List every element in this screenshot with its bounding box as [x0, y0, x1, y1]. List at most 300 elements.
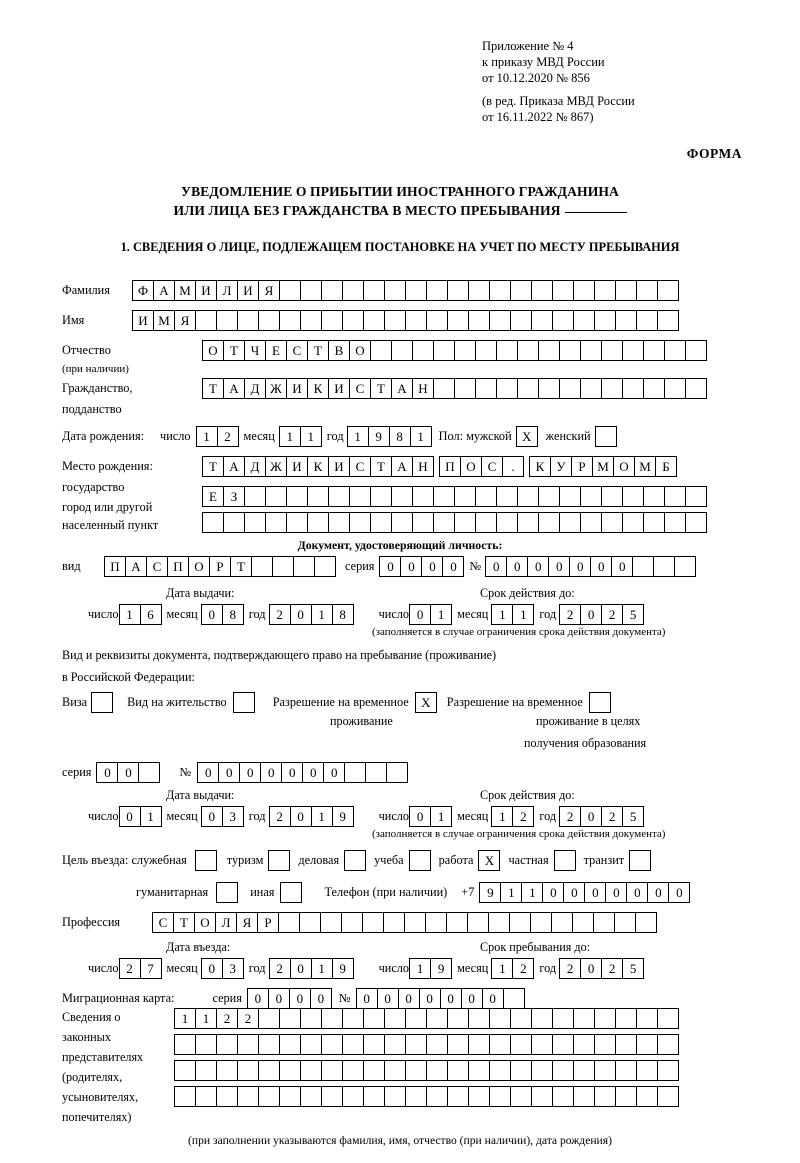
char-cell[interactable]: 0 [247, 988, 269, 1009]
char-cell[interactable] [426, 1034, 448, 1055]
char-cell[interactable] [657, 1034, 679, 1055]
char-cell[interactable]: 8 [222, 604, 244, 625]
char-cell[interactable]: 0 [239, 762, 261, 783]
char-cell[interactable] [594, 1034, 616, 1055]
char-cell[interactable]: О [202, 340, 224, 361]
char-cell[interactable] [685, 378, 707, 399]
char-cell[interactable] [489, 1008, 511, 1029]
valid-day-input[interactable] [409, 604, 451, 625]
birthplace-input-row3[interactable] [202, 512, 706, 533]
char-cell[interactable]: 1 [140, 806, 162, 827]
char-cell[interactable]: 0 [117, 762, 139, 783]
doc-series-input[interactable] [379, 556, 463, 577]
char-cell[interactable] [195, 1060, 217, 1081]
char-cell[interactable] [489, 1034, 511, 1055]
char-cell[interactable]: 9 [368, 426, 390, 447]
char-cell[interactable] [664, 486, 686, 507]
char-cell[interactable] [468, 280, 490, 301]
char-cell[interactable] [496, 486, 518, 507]
char-cell[interactable] [404, 912, 426, 933]
char-cell[interactable]: 0 [201, 806, 223, 827]
permit-valid-year-input[interactable] [559, 806, 643, 827]
char-cell[interactable]: И [328, 456, 350, 477]
char-cell[interactable] [496, 378, 518, 399]
char-cell[interactable] [216, 310, 238, 331]
char-cell[interactable] [615, 1008, 637, 1029]
citizenship-input[interactable] [202, 378, 706, 399]
char-cell[interactable] [653, 556, 675, 577]
char-cell[interactable] [251, 556, 273, 577]
char-cell[interactable] [510, 310, 532, 331]
char-cell[interactable]: Т [370, 456, 392, 477]
char-cell[interactable]: Т [230, 556, 252, 577]
char-cell[interactable] [580, 486, 602, 507]
char-cell[interactable] [426, 1086, 448, 1107]
char-cell[interactable] [237, 1034, 259, 1055]
char-cell[interactable]: П [439, 456, 461, 477]
char-cell[interactable] [657, 1060, 679, 1081]
char-cell[interactable] [622, 340, 644, 361]
char-cell[interactable]: 0 [289, 988, 311, 1009]
birth-day-input[interactable] [196, 426, 238, 447]
char-cell[interactable]: 0 [377, 988, 399, 1009]
char-cell[interactable]: И [328, 378, 350, 399]
char-cell[interactable]: 8 [389, 426, 411, 447]
char-cell[interactable]: 0 [584, 882, 606, 903]
char-cell[interactable]: И [132, 310, 154, 331]
char-cell[interactable] [279, 280, 301, 301]
char-cell[interactable] [349, 486, 371, 507]
char-cell[interactable] [615, 1060, 637, 1081]
char-cell[interactable]: О [188, 556, 210, 577]
char-cell[interactable]: О [460, 456, 482, 477]
char-cell[interactable] [321, 280, 343, 301]
char-cell[interactable]: 0 [290, 604, 312, 625]
char-cell[interactable] [517, 340, 539, 361]
char-cell[interactable] [365, 762, 387, 783]
char-cell[interactable] [614, 912, 636, 933]
entry-day-input[interactable] [119, 958, 161, 979]
permit-valid-day-input[interactable] [409, 806, 451, 827]
char-cell[interactable]: 0 [569, 556, 591, 577]
char-cell[interactable]: Р [571, 456, 593, 477]
char-cell[interactable] [657, 310, 679, 331]
residence-permit-checkbox[interactable] [233, 692, 255, 713]
char-cell[interactable] [538, 340, 560, 361]
name-input[interactable] [132, 310, 678, 331]
char-cell[interactable] [370, 512, 392, 533]
char-cell[interactable]: 0 [626, 882, 648, 903]
char-cell[interactable] [258, 1060, 280, 1081]
purpose-transit-checkbox[interactable] [629, 850, 651, 871]
char-cell[interactable]: О [194, 912, 216, 933]
char-cell[interactable]: 0 [668, 882, 690, 903]
char-cell[interactable]: А [391, 456, 413, 477]
char-cell[interactable]: 0 [580, 806, 602, 827]
char-cell[interactable] [265, 486, 287, 507]
char-cell[interactable] [265, 512, 287, 533]
char-cell[interactable] [594, 280, 616, 301]
char-cell[interactable]: 1 [521, 882, 543, 903]
char-cell[interactable] [447, 1086, 469, 1107]
legal-rep-input-row3[interactable] [174, 1060, 678, 1081]
char-cell[interactable] [468, 1086, 490, 1107]
char-cell[interactable] [573, 1060, 595, 1081]
char-cell[interactable]: К [307, 378, 329, 399]
char-cell[interactable] [488, 912, 510, 933]
char-cell[interactable] [468, 1034, 490, 1055]
char-cell[interactable] [344, 762, 366, 783]
char-cell[interactable] [615, 1086, 637, 1107]
char-cell[interactable] [307, 512, 329, 533]
char-cell[interactable]: Б [655, 456, 677, 477]
char-cell[interactable] [593, 912, 615, 933]
char-cell[interactable]: С [146, 556, 168, 577]
char-cell[interactable]: Ж [265, 378, 287, 399]
char-cell[interactable]: 2 [269, 604, 291, 625]
char-cell[interactable] [216, 1086, 238, 1107]
char-cell[interactable] [286, 486, 308, 507]
legal-rep-input-row1[interactable] [174, 1008, 678, 1029]
char-cell[interactable]: 0 [485, 556, 507, 577]
char-cell[interactable] [425, 912, 447, 933]
char-cell[interactable] [405, 1034, 427, 1055]
char-cell[interactable] [363, 310, 385, 331]
char-cell[interactable]: 9 [479, 882, 501, 903]
char-cell[interactable] [426, 1008, 448, 1029]
char-cell[interactable]: 1 [409, 958, 431, 979]
char-cell[interactable]: 8 [332, 604, 354, 625]
char-cell[interactable] [552, 310, 574, 331]
char-cell[interactable]: П [167, 556, 189, 577]
char-cell[interactable] [635, 912, 657, 933]
issue-year-input[interactable] [269, 604, 353, 625]
visa-checkbox[interactable] [91, 692, 113, 713]
char-cell[interactable]: М [153, 310, 175, 331]
char-cell[interactable]: 2 [601, 806, 623, 827]
permit-number-input[interactable] [197, 762, 407, 783]
char-cell[interactable]: 0 [461, 988, 483, 1009]
char-cell[interactable] [426, 310, 448, 331]
char-cell[interactable] [622, 512, 644, 533]
char-cell[interactable] [405, 1086, 427, 1107]
char-cell[interactable]: 2 [269, 806, 291, 827]
char-cell[interactable] [573, 1034, 595, 1055]
char-cell[interactable] [615, 1034, 637, 1055]
char-cell[interactable]: С [349, 378, 371, 399]
char-cell[interactable]: И [237, 280, 259, 301]
permit-issue-day-input[interactable] [119, 806, 161, 827]
char-cell[interactable] [446, 912, 468, 933]
char-cell[interactable]: 0 [590, 556, 612, 577]
char-cell[interactable] [594, 310, 616, 331]
char-cell[interactable] [195, 1086, 217, 1107]
char-cell[interactable] [559, 486, 581, 507]
char-cell[interactable] [475, 486, 497, 507]
char-cell[interactable] [314, 556, 336, 577]
char-cell[interactable] [489, 310, 511, 331]
char-cell[interactable] [433, 340, 455, 361]
char-cell[interactable] [384, 310, 406, 331]
char-cell[interactable]: 0 [409, 604, 431, 625]
valid-year-input[interactable] [559, 604, 643, 625]
char-cell[interactable] [342, 1008, 364, 1029]
char-cell[interactable] [517, 512, 539, 533]
char-cell[interactable]: А [125, 556, 147, 577]
char-cell[interactable] [258, 1034, 280, 1055]
char-cell[interactable]: 0 [96, 762, 118, 783]
char-cell[interactable] [300, 310, 322, 331]
char-cell[interactable]: 0 [281, 762, 303, 783]
char-cell[interactable]: Д [244, 456, 266, 477]
char-cell[interactable] [279, 1060, 301, 1081]
char-cell[interactable] [657, 1008, 679, 1029]
char-cell[interactable] [447, 310, 469, 331]
char-cell[interactable] [643, 512, 665, 533]
purpose-business-checkbox[interactable] [344, 850, 366, 871]
char-cell[interactable] [299, 912, 321, 933]
char-cell[interactable]: 2 [216, 1008, 238, 1029]
purpose-other-checkbox[interactable] [280, 882, 302, 903]
char-cell[interactable]: Я [258, 280, 280, 301]
char-cell[interactable]: 0 [580, 604, 602, 625]
char-cell[interactable] [405, 1008, 427, 1029]
char-cell[interactable]: 0 [356, 988, 378, 1009]
char-cell[interactable]: Т [223, 340, 245, 361]
char-cell[interactable] [622, 378, 644, 399]
char-cell[interactable] [531, 1060, 553, 1081]
char-cell[interactable] [489, 280, 511, 301]
permit-issue-year-input[interactable] [269, 806, 353, 827]
char-cell[interactable] [342, 1034, 364, 1055]
char-cell[interactable] [685, 486, 707, 507]
char-cell[interactable]: 0 [290, 806, 312, 827]
char-cell[interactable] [244, 486, 266, 507]
char-cell[interactable]: 3 [222, 806, 244, 827]
char-cell[interactable] [433, 378, 455, 399]
char-cell[interactable] [517, 486, 539, 507]
char-cell[interactable]: 9 [332, 958, 354, 979]
char-cell[interactable]: 6 [140, 604, 162, 625]
char-cell[interactable] [636, 1060, 658, 1081]
char-cell[interactable] [279, 310, 301, 331]
char-cell[interactable] [467, 912, 489, 933]
stay-month-input[interactable] [491, 958, 533, 979]
char-cell[interactable]: 0 [482, 988, 504, 1009]
char-cell[interactable] [531, 1008, 553, 1029]
char-cell[interactable]: У [550, 456, 572, 477]
char-cell[interactable] [341, 912, 363, 933]
char-cell[interactable] [538, 512, 560, 533]
char-cell[interactable] [636, 1008, 658, 1029]
char-cell[interactable] [237, 1060, 259, 1081]
char-cell[interactable]: 0 [580, 958, 602, 979]
char-cell[interactable]: 1 [311, 604, 333, 625]
char-cell[interactable] [138, 762, 160, 783]
char-cell[interactable]: 0 [379, 556, 401, 577]
char-cell[interactable] [636, 1034, 658, 1055]
char-cell[interactable] [531, 280, 553, 301]
char-cell[interactable] [300, 1034, 322, 1055]
char-cell[interactable] [195, 310, 217, 331]
char-cell[interactable]: М [174, 280, 196, 301]
char-cell[interactable] [447, 1060, 469, 1081]
char-cell[interactable] [530, 912, 552, 933]
phone-input[interactable] [479, 882, 689, 903]
char-cell[interactable] [202, 512, 224, 533]
patronymic-input[interactable] [202, 340, 706, 361]
char-cell[interactable] [552, 1034, 574, 1055]
char-cell[interactable]: . [502, 456, 524, 477]
char-cell[interactable]: 0 [302, 762, 324, 783]
char-cell[interactable]: 0 [409, 806, 431, 827]
char-cell[interactable]: А [391, 378, 413, 399]
char-cell[interactable] [664, 340, 686, 361]
char-cell[interactable]: Я [236, 912, 258, 933]
char-cell[interactable]: Л [216, 280, 238, 301]
char-cell[interactable] [279, 1086, 301, 1107]
char-cell[interactable]: 0 [119, 806, 141, 827]
char-cell[interactable] [237, 1086, 259, 1107]
char-cell[interactable]: 3 [222, 958, 244, 979]
char-cell[interactable] [475, 378, 497, 399]
char-cell[interactable] [391, 340, 413, 361]
char-cell[interactable] [496, 512, 518, 533]
char-cell[interactable]: 0 [527, 556, 549, 577]
char-cell[interactable] [279, 1034, 301, 1055]
char-cell[interactable]: 1 [311, 806, 333, 827]
char-cell[interactable] [412, 486, 434, 507]
char-cell[interactable]: 2 [512, 806, 534, 827]
char-cell[interactable] [552, 280, 574, 301]
char-cell[interactable] [272, 556, 294, 577]
char-cell[interactable]: 2 [269, 958, 291, 979]
char-cell[interactable] [321, 1034, 343, 1055]
char-cell[interactable]: К [529, 456, 551, 477]
purpose-work-checkbox[interactable]: X [478, 850, 500, 871]
char-cell[interactable]: Н [412, 378, 434, 399]
char-cell[interactable] [636, 280, 658, 301]
char-cell[interactable]: 1 [174, 1008, 196, 1029]
char-cell[interactable] [433, 486, 455, 507]
char-cell[interactable] [454, 486, 476, 507]
char-cell[interactable]: 1 [311, 958, 333, 979]
char-cell[interactable] [321, 1086, 343, 1107]
char-cell[interactable]: 1 [430, 604, 452, 625]
char-cell[interactable]: 0 [421, 556, 443, 577]
char-cell[interactable] [363, 1060, 385, 1081]
char-cell[interactable]: Т [370, 378, 392, 399]
char-cell[interactable] [174, 1034, 196, 1055]
char-cell[interactable] [412, 512, 434, 533]
entry-year-input[interactable] [269, 958, 353, 979]
char-cell[interactable]: С [152, 912, 174, 933]
temp-residence-checkbox[interactable]: X [415, 692, 437, 713]
char-cell[interactable] [244, 512, 266, 533]
char-cell[interactable]: 0 [260, 762, 282, 783]
char-cell[interactable] [594, 1060, 616, 1081]
char-cell[interactable] [573, 1008, 595, 1029]
char-cell[interactable] [258, 1008, 280, 1029]
char-cell[interactable] [391, 512, 413, 533]
permit-issue-month-input[interactable] [201, 806, 243, 827]
char-cell[interactable]: 0 [398, 988, 420, 1009]
char-cell[interactable] [391, 486, 413, 507]
char-cell[interactable] [636, 310, 658, 331]
char-cell[interactable] [503, 988, 525, 1009]
char-cell[interactable]: С [349, 456, 371, 477]
sex-female-checkbox[interactable] [595, 426, 617, 447]
char-cell[interactable]: 5 [622, 806, 644, 827]
char-cell[interactable] [300, 280, 322, 301]
char-cell[interactable]: 0 [563, 882, 585, 903]
char-cell[interactable]: 9 [332, 806, 354, 827]
char-cell[interactable]: 0 [400, 556, 422, 577]
purpose-tourism-checkbox[interactable] [268, 850, 290, 871]
char-cell[interactable]: 0 [506, 556, 528, 577]
char-cell[interactable] [510, 1008, 532, 1029]
permit-valid-month-input[interactable] [491, 806, 533, 827]
char-cell[interactable]: Ж [265, 456, 287, 477]
legal-rep-input-row4[interactable] [174, 1086, 678, 1107]
char-cell[interactable]: А [153, 280, 175, 301]
migration-series-input[interactable] [247, 988, 331, 1009]
char-cell[interactable] [572, 912, 594, 933]
char-cell[interactable] [489, 1060, 511, 1081]
char-cell[interactable] [601, 340, 623, 361]
char-cell[interactable]: 1 [196, 426, 218, 447]
char-cell[interactable] [573, 280, 595, 301]
char-cell[interactable]: К [307, 456, 329, 477]
char-cell[interactable]: П [104, 556, 126, 577]
char-cell[interactable] [622, 486, 644, 507]
legal-rep-input-row2[interactable] [174, 1034, 678, 1055]
char-cell[interactable]: Т [173, 912, 195, 933]
char-cell[interactable]: 1 [300, 426, 322, 447]
char-cell[interactable] [531, 1034, 553, 1055]
char-cell[interactable] [426, 1060, 448, 1081]
char-cell[interactable] [328, 486, 350, 507]
char-cell[interactable]: 0 [611, 556, 633, 577]
purpose-private-checkbox[interactable] [554, 850, 576, 871]
char-cell[interactable] [601, 378, 623, 399]
char-cell[interactable] [632, 556, 654, 577]
char-cell[interactable]: Ф [132, 280, 154, 301]
char-cell[interactable]: 9 [430, 958, 452, 979]
permit-series-input[interactable] [96, 762, 159, 783]
char-cell[interactable]: Т [202, 378, 224, 399]
char-cell[interactable] [370, 340, 392, 361]
char-cell[interactable] [538, 486, 560, 507]
char-cell[interactable] [468, 1060, 490, 1081]
char-cell[interactable] [342, 1060, 364, 1081]
birth-year-input[interactable] [347, 426, 431, 447]
birthplace-input-row1[interactable] [202, 456, 676, 477]
birth-month-input[interactable] [279, 426, 321, 447]
char-cell[interactable] [573, 310, 595, 331]
char-cell[interactable] [363, 1008, 385, 1029]
char-cell[interactable]: А [223, 456, 245, 477]
char-cell[interactable] [601, 512, 623, 533]
char-cell[interactable]: 1 [500, 882, 522, 903]
char-cell[interactable]: Д [244, 378, 266, 399]
char-cell[interactable] [531, 1086, 553, 1107]
sex-male-checkbox[interactable]: X [516, 426, 538, 447]
char-cell[interactable] [300, 1060, 322, 1081]
char-cell[interactable] [320, 912, 342, 933]
char-cell[interactable] [412, 340, 434, 361]
char-cell[interactable] [293, 556, 315, 577]
